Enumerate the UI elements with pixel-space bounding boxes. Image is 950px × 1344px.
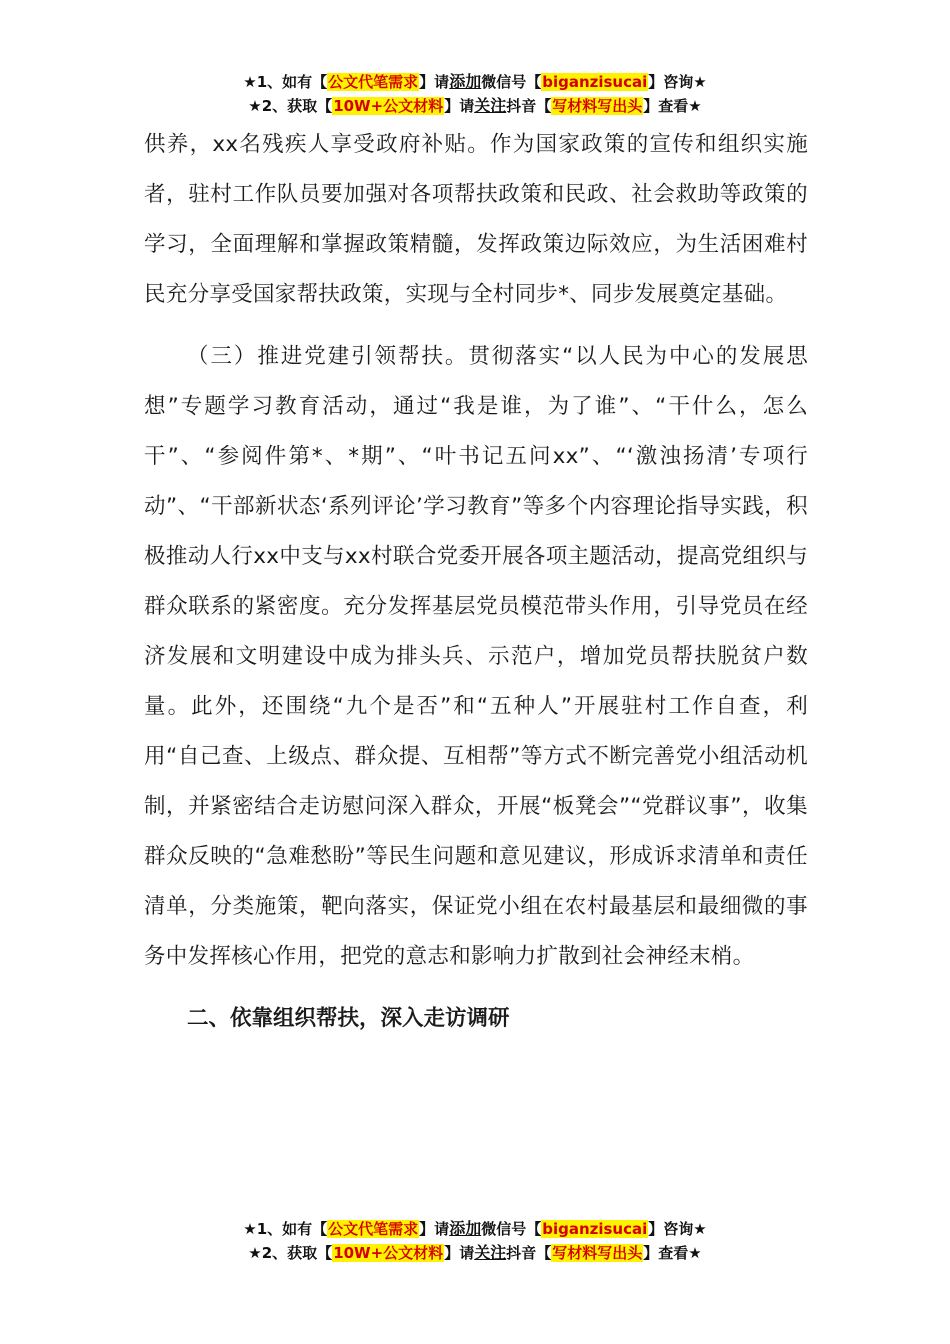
promo-text: 抖音【 [506,97,552,115]
promo-text: 】咨询★ [648,73,707,91]
promo-highlight: biganzisucai [542,1220,648,1238]
paragraph-continuation: 供养，xx名残疾人享受政府补贴。作为国家政策的宣传和组织实施者，驻村工作队员要加强对各项帮扶政策和民政、社会救助等政策的学习，全面理解和掌握政策精髓，发挥政策边际效应，为生活困难村民充分享受国家帮扶政策，实现与全村同步*、同步发展奠定基础。 [144,132,808,307]
promo-text: ★1、如有【 [243,73,328,91]
promo-emphasis: 添加 [449,72,482,91]
promo-banner-top [0,70,950,118]
promo-line-2 [0,1241,950,1265]
promo-text: 】请 [419,1220,450,1238]
promo-emphasis: 关注 [474,96,507,115]
promo-text: ★2、获取【 [248,1244,333,1262]
promo-highlight: biganzisucai [542,73,648,91]
promo-line-1 [0,70,950,94]
promo-emphasis: 添加 [449,1219,482,1238]
promo-emphasis: 关注 [474,1243,507,1262]
paragraph-party-building: （三）推进党建引领帮扶。贯彻落实“以人民为中心的发展思想”专题学习教育活动，通过“我是谁，为了谁”、“干什么，怎么干”、“参阅件第*、*期”、“叶书记五问xx”、“‘激浊扬清’专项行动”、“干部新状态‘系列评论’学习教育”等多个内容理论指导实践，积极推动人行xx中支与xx村联合党委开展各项主题活动，提高党组织与群众联系的紧密度。充分发挥基层党员模范带头作用，引导党员在经济发展和文明建设中成为排头兵、示范户，增加党员帮扶脱贫户数量。此外，还围绕“九个是否”和“五种人”开展驻村工作自查，利用“自己查、上级点、群众提、互相帮”等方式不断完善党小组活动机制，并紧密结合走访慰问深入群众，开展“板凳会”“党群议事”，收集群众反映的“急难愁盼”等民生问题和意见建议，形成诉求清单和责任清单，分类施策，靶向落实，保证党小组在农村最基层和最细微的事务中发挥核心作用，把党的意志和影响力扩散到社会神经末梢。 [144,344,808,969]
promo-text: 】咨询★ [648,1220,707,1238]
promo-text: 】查看★ [643,1244,702,1262]
promo-highlight: 写材料写出头 [552,97,643,115]
promo-text: 抖音【 [506,1244,552,1262]
promo-highlight: 10W+公文材料 [333,1244,444,1262]
promo-text: 】请 [444,97,475,115]
promo-highlight: 公文代笔需求 [328,1220,419,1238]
promo-text: 】请 [419,73,450,91]
promo-highlight: 10W+公文材料 [333,97,444,115]
promo-text: 微信号【 [481,1220,542,1238]
promo-highlight: 写材料写出头 [552,1244,643,1262]
promo-line-2 [0,94,950,118]
section-heading: 二、依靠组织帮扶，深入走访调研 [187,1006,510,1031]
promo-highlight: 公文代笔需求 [328,73,419,91]
promo-banner-bottom [0,1217,950,1265]
promo-text: 】请 [444,1244,475,1262]
promo-text: ★2、获取【 [248,97,333,115]
promo-text: 微信号【 [481,73,542,91]
document-body [144,120,808,1044]
promo-text: 】查看★ [643,97,702,115]
promo-text: ★1、如有【 [243,1220,328,1238]
promo-line-1 [0,1217,950,1241]
